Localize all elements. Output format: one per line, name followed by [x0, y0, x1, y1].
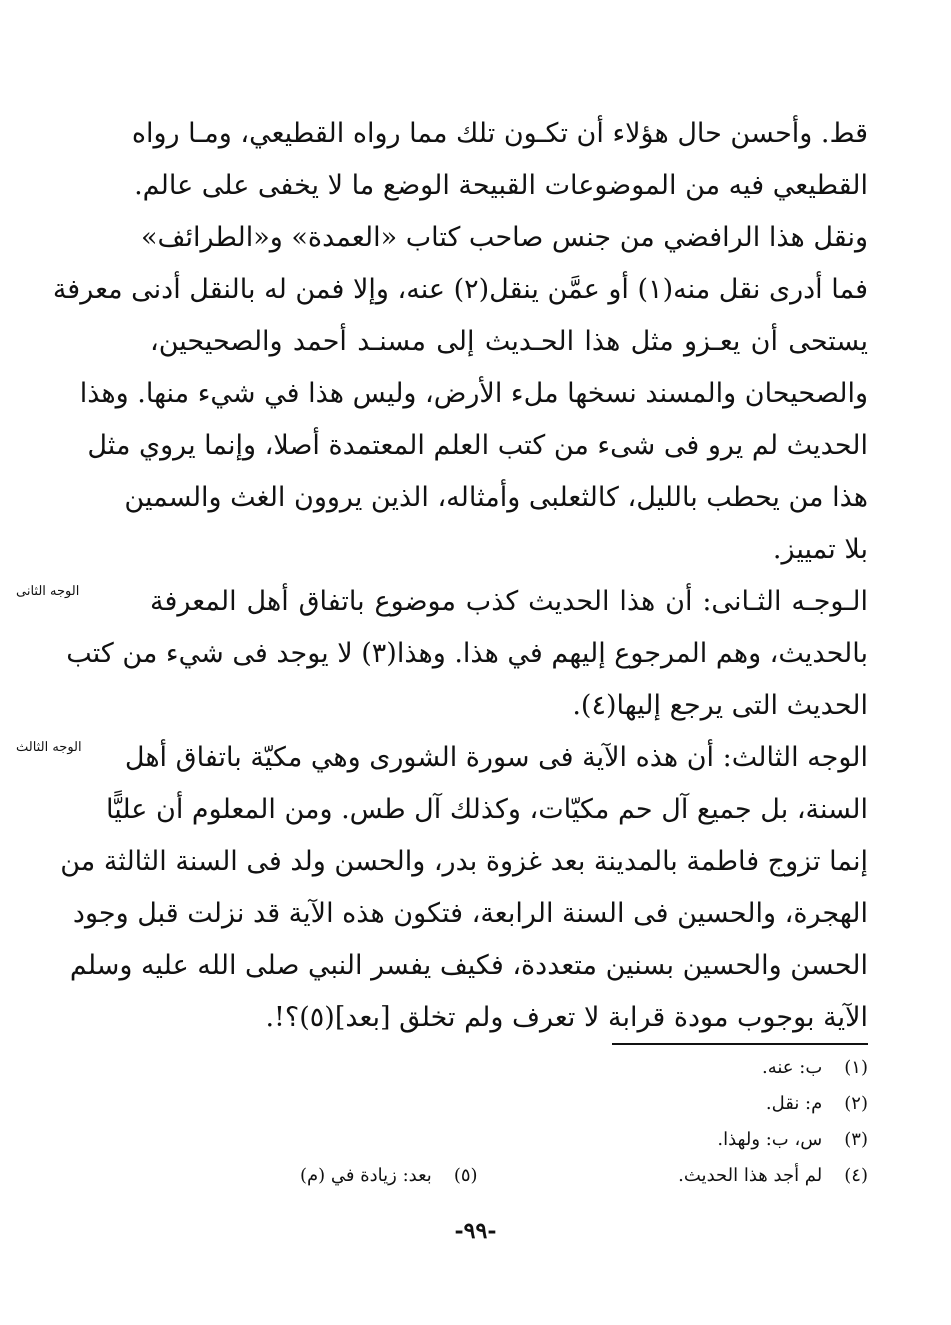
text-line: والصحيحان والمسند نسخها ملء الأرض، وليس هذا في شيء منها. وهذا [79, 378, 868, 409]
text-line: القطيعي فيه من الموضوعات القبيحة الوضع ما لا يخفى على عالم. [134, 170, 868, 201]
text-line: هذا من يحطب بالليل، كالثعلبى وأمثاله، الذين يروون الغث والسمين [124, 482, 868, 513]
text-line: إنما تزوج فاطمة بالمدينة بعد غزوة بدر، والحسن ولد فى السنة الثالثة من [60, 846, 868, 877]
footnote-number: (٥) [453, 1165, 478, 1186]
footnote-item [300, 1158, 868, 1194]
footnote-separator [612, 1043, 868, 1045]
text-line: السنة، بل جميع آل حم مكيّات، وكذلك آل طس. ومن المعلوم أن عليًّا [105, 794, 868, 825]
footnotes [300, 1050, 868, 1194]
text-line: يستحى أن يعـزو مثل هذا الحـديث إلى مسنـد أحمد والصحيحين، [150, 326, 868, 357]
footnote-number: (٣) [844, 1129, 868, 1150]
text-line: بالحديث، وهم المرجوع إليهم في هذا. وهذا(٣) لا يوجد فى شيء من كتب [66, 638, 868, 669]
text-line: الحسن والحسين بسنين متعددة، فكيف يفسر النبي صلى الله عليه وسلم [69, 950, 868, 981]
footnote-item [300, 1050, 868, 1086]
footnote-item-five [300, 1158, 478, 1194]
text-line: الوجه الثالث: أن هذه الآية فى سورة الشورى وهي مكيّة باتفاق أهل [124, 742, 868, 773]
text-line: الحديث التى يرجع إليها(٤). [572, 690, 868, 721]
text-line: الحديث لم يرو فى شىء من كتب العلم المعتمدة أصلا، وإنما يروي مثل [87, 430, 868, 461]
text-line: قط. وأحسن حال هؤلاء أن تكـون تلك مما رواه القطيعي، ومـا رواه [131, 118, 868, 149]
footnote-text: ب: عنه. [761, 1057, 823, 1078]
footnote-number: (٢) [844, 1093, 868, 1114]
main-text [52, 108, 868, 1044]
text-line: الآية بوجوب مودة قرابة لا تعرف ولم تخلق [بعد](٥)؟!. [265, 1002, 868, 1033]
footnote-text: بعد: زيادة في (م) [300, 1165, 432, 1186]
footnote-text: م: نقل. [765, 1093, 823, 1114]
text-line: بلا تمييز. [772, 534, 868, 565]
footnote-text: س، ب: ولهذا. [717, 1129, 823, 1150]
footnote-number: (١) [844, 1057, 868, 1078]
margin-note-second-aspect: الوجه الثانى [16, 584, 80, 599]
footnote-item [300, 1086, 868, 1122]
text-line: الـوجـه الثـانى: أن هذا الحديث كذب موضوع باتفاق أهل المعرفة [150, 586, 868, 617]
footnote-item [300, 1122, 868, 1158]
footnote-number: (٤) [844, 1165, 868, 1186]
text-line: ونقل هذا الرافضي من جنس صاحب كتاب «العمدة» و«الطرائف» [141, 222, 868, 253]
footnote-text: لم أجد هذا الحديث. [678, 1165, 823, 1186]
page-number: -٩٩- [454, 1218, 497, 1244]
margin-note-third-aspect: الوجه الثالث [16, 740, 82, 755]
text-line: فما أدرى نقل منه(١) أو عمَّن ينقل(٢) عنه، وإلا فمن له بالنقل أدنى معرفة [52, 274, 868, 305]
text-line: الهجرة، والحسين فى السنة الرابعة، فتكون هذه الآية قد نزلت قبل وجود [72, 898, 868, 929]
